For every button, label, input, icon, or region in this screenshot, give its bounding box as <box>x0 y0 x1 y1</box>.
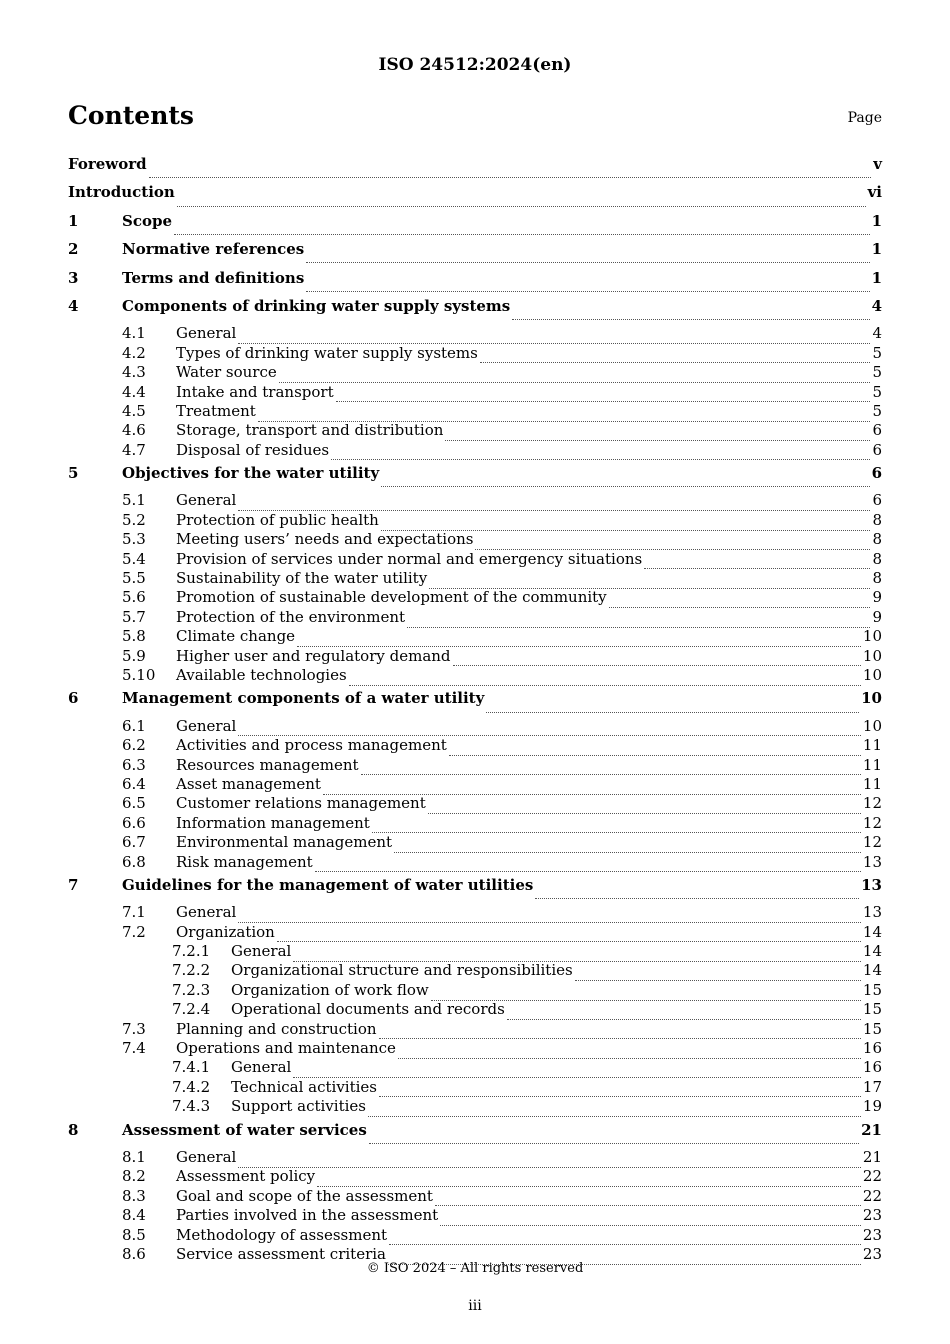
toc-entry-number: 7.2.3 <box>172 980 211 999</box>
toc-entry-page: 14 <box>862 961 882 980</box>
toc-entry-title: Management components of a water utility <box>122 689 485 708</box>
toc-entry-title: Information management <box>176 813 370 832</box>
dot-leader <box>369 1132 859 1144</box>
toc-entry-title: Parties involved in the assessment <box>176 1206 439 1225</box>
dot-leader <box>368 1105 861 1117</box>
toc-entry-title: Guidelines for the management of water utilities <box>122 875 534 894</box>
toc-entry[interactable] <box>68 736 882 755</box>
toc-entry-page: 5 <box>872 382 882 401</box>
toc-entry-title: Meeting users’ needs and expectations <box>176 530 474 549</box>
dot-leader <box>349 674 861 686</box>
toc-entry-number: 5.1 <box>122 491 146 510</box>
toc-entry[interactable] <box>68 775 882 794</box>
toc-entry-page: 14 <box>862 922 882 941</box>
toc-entry[interactable] <box>68 923 882 942</box>
dot-leader <box>440 1214 861 1226</box>
toc-entry-number: 7.1 <box>122 903 146 922</box>
toc-entry-title: Organizational structure and responsibilities <box>231 961 573 980</box>
toc-entry-title: General <box>176 716 237 735</box>
toc-entry[interactable] <box>68 569 882 588</box>
toc-entry-title: Assessment of water services <box>122 1120 367 1139</box>
toc-entry-page: 10 <box>862 665 882 684</box>
toc-entry-title: Sustainability of the water utility <box>176 569 428 588</box>
dot-leader <box>315 860 861 872</box>
toc-entry-number: 4.3 <box>122 363 146 382</box>
toc-entry-number: 6.7 <box>122 833 146 852</box>
toc-entry[interactable] <box>68 1039 882 1058</box>
toc-entry-title: Provision of services under normal and emergency situations <box>176 549 643 568</box>
toc-entry-number: 5.10 <box>122 665 156 684</box>
toc-entry-title: General <box>176 324 237 343</box>
toc-entry-page: 15 <box>862 980 882 999</box>
toc-entry-number: 6.1 <box>122 716 146 735</box>
toc-entry-page: 13 <box>862 903 882 922</box>
toc-entry-page: 8 <box>872 510 882 529</box>
toc-entry-number: 8.6 <box>122 1244 146 1263</box>
toc-entry-title: Terms and definitions <box>122 268 305 287</box>
toc-entry-title: General <box>176 1147 237 1166</box>
toc-entry-title: Protection of the environment <box>176 607 406 626</box>
dot-leader <box>429 577 870 589</box>
toc-entry-page: 1 <box>871 268 882 287</box>
toc-entry-page: 21 <box>861 1120 882 1139</box>
toc-entry[interactable] <box>68 1000 882 1019</box>
toc-entry-title: General <box>231 942 292 961</box>
toc-entry[interactable] <box>68 608 882 627</box>
toc-entry-page: 5 <box>872 401 882 420</box>
toc-entry-number: 7.2 <box>122 922 146 941</box>
dot-leader <box>336 390 871 402</box>
toc-entry[interactable] <box>68 182 882 210</box>
dot-leader <box>323 783 861 795</box>
toc-entry-page: 23 <box>862 1244 882 1263</box>
toc-entry[interactable] <box>68 550 882 569</box>
toc-entry-title: Protection of public health <box>176 510 379 529</box>
toc-entry[interactable] <box>68 1078 882 1097</box>
toc-entry-title: Introduction <box>68 183 175 202</box>
toc-entry-title: General <box>231 1058 292 1077</box>
toc-entry[interactable] <box>68 981 882 1000</box>
toc-entry[interactable] <box>68 1187 882 1206</box>
toc-entry[interactable] <box>68 647 882 666</box>
toc-entry-title: Water source <box>176 363 277 382</box>
dot-leader <box>331 448 870 460</box>
toc-entry[interactable] <box>68 1206 882 1225</box>
toc-entry-number: 5.7 <box>122 607 146 626</box>
toc-entry[interactable] <box>68 853 882 872</box>
contents-title: Contents <box>68 101 195 130</box>
toc-entry[interactable] <box>68 717 882 736</box>
toc-entry-page: 11 <box>862 774 882 793</box>
toc-entry-number: 7.4.1 <box>172 1058 211 1077</box>
dot-leader <box>453 654 861 666</box>
dot-leader <box>372 821 861 833</box>
toc-entry-title: Intake and transport <box>176 382 334 401</box>
toc-entry-title: Storage, transport and distribution <box>176 421 444 440</box>
toc-entry-title: Promotion of sustainable development of the community <box>176 588 607 607</box>
toc-entry[interactable] <box>68 688 882 716</box>
toc-entry-page: 6 <box>872 421 882 440</box>
toc-entry-page: 22 <box>862 1167 882 1186</box>
toc-entry-page: 9 <box>872 588 882 607</box>
toc-entry-page: 10 <box>862 646 882 665</box>
toc-entry-number: 7 <box>68 875 79 894</box>
dot-leader <box>238 911 861 923</box>
toc-entry-number: 6.6 <box>122 813 146 832</box>
toc-entry[interactable] <box>68 511 882 530</box>
toc-entry[interactable] <box>68 363 882 382</box>
toc-entry-number: 5.3 <box>122 530 146 549</box>
toc-entry-page: 6 <box>871 464 882 483</box>
toc-entry[interactable] <box>68 627 882 646</box>
toc-entry-page: 12 <box>862 833 882 852</box>
dot-leader <box>293 950 861 962</box>
toc-entry-number: 2 <box>68 240 79 259</box>
toc-entry[interactable] <box>68 383 882 402</box>
toc-entry-number: 6 <box>68 689 79 708</box>
toc-entry-page: 15 <box>862 1019 882 1038</box>
toc-entry-title: Technical activities <box>231 1077 377 1096</box>
toc-entry-page: 23 <box>862 1206 882 1225</box>
toc-entry-number: 5.6 <box>122 588 146 607</box>
toc-entry-page: 23 <box>862 1225 882 1244</box>
toc-entry[interactable] <box>68 324 882 343</box>
dot-leader <box>428 802 861 814</box>
toc-entry-number: 6.8 <box>122 852 146 871</box>
document-id: ISO 24512:2024(en) <box>378 55 572 75</box>
toc-entry-number: 5.4 <box>122 549 146 568</box>
toc-entry[interactable] <box>68 211 882 239</box>
toc-entry[interactable] <box>68 961 882 980</box>
toc-entry-page: 19 <box>862 1097 882 1116</box>
toc-entry-number: 6.4 <box>122 774 146 793</box>
dot-leader <box>297 635 861 647</box>
toc-entry-title: Components of drinking water supply systems <box>122 296 511 315</box>
toc-entry-number: 7.2.1 <box>172 942 211 961</box>
dot-leader <box>177 195 866 207</box>
dot-leader <box>238 724 861 736</box>
dot-leader <box>149 166 872 178</box>
dot-leader <box>381 475 869 487</box>
toc-entry-page: 8 <box>872 569 882 588</box>
dot-leader <box>507 1008 861 1020</box>
toc-entry-page: 12 <box>862 813 882 832</box>
toc-entry-number: 6.2 <box>122 736 146 755</box>
dot-leader <box>238 499 870 511</box>
toc-entry-number: 4.7 <box>122 440 146 459</box>
copyright-notice: © ISO 2024 – All rights reserved <box>366 1261 584 1276</box>
toc-entry-title: Disposal of residues <box>176 440 330 459</box>
toc-entry-number: 8.2 <box>122 1167 146 1186</box>
dot-leader <box>306 251 869 263</box>
toc-entry-number: 8.3 <box>122 1186 146 1205</box>
dot-leader <box>407 616 870 628</box>
toc-entry-title: Organization <box>176 922 275 941</box>
toc-entry[interactable] <box>68 402 882 421</box>
toc-entry-page: 6 <box>872 440 882 459</box>
toc-entry[interactable] <box>68 530 882 549</box>
toc-entry[interactable] <box>68 666 882 685</box>
toc-entry-page: 8 <box>872 549 882 568</box>
toc-entry[interactable] <box>68 296 882 324</box>
toc-entry-number: 5.5 <box>122 569 146 588</box>
dot-leader <box>644 557 870 569</box>
toc-entry-number: 7.2.4 <box>172 1000 211 1019</box>
toc-entry-title: Asset management <box>176 774 321 793</box>
toc-entry[interactable] <box>68 1097 882 1116</box>
toc-entry-title: Environmental management <box>176 833 393 852</box>
toc-entry-page: 5 <box>872 363 882 382</box>
toc-entry[interactable] <box>68 441 882 460</box>
toc-entry-title: Climate change <box>176 627 296 646</box>
toc-entry-number: 4 <box>68 296 79 315</box>
dot-leader <box>609 596 871 608</box>
dot-leader <box>535 887 859 899</box>
dot-leader <box>480 351 871 363</box>
toc-entry-title: Customer relations management <box>176 794 426 813</box>
toc-entry-number: 8.4 <box>122 1206 146 1225</box>
toc-entry-number: 7.3 <box>122 1019 146 1038</box>
dot-leader <box>238 332 870 344</box>
dot-leader <box>279 371 871 383</box>
toc-entry-page: 22 <box>862 1186 882 1205</box>
toc-entry-number: 5.9 <box>122 646 146 665</box>
toc-entry-number: 6.5 <box>122 794 146 813</box>
toc-entry-page: 1 <box>871 211 882 230</box>
toc-entry-title: Higher user and regulatory demand <box>176 646 451 665</box>
toc-entry-page: 14 <box>862 942 882 961</box>
toc-entry-title: General <box>176 903 237 922</box>
toc-entry-page: 15 <box>862 1000 882 1019</box>
toc-entry-page: 9 <box>872 607 882 626</box>
dot-leader <box>293 1066 861 1078</box>
toc-entry-number: 5 <box>68 464 79 483</box>
dot-leader <box>174 223 870 235</box>
toc-entry-page: 6 <box>872 491 882 510</box>
dot-leader <box>394 841 861 853</box>
toc-entry-page: 10 <box>862 716 882 735</box>
toc-entry[interactable] <box>68 833 882 852</box>
toc-entry[interactable] <box>68 491 882 510</box>
toc-entry-page: 10 <box>862 627 882 646</box>
toc-entry-title: Service assessment criteria <box>176 1244 386 1263</box>
toc-entry[interactable] <box>68 814 882 833</box>
toc-entry[interactable] <box>68 154 882 182</box>
dot-leader <box>306 280 869 292</box>
toc-entry-number: 5.2 <box>122 510 146 529</box>
table-of-contents <box>68 154 882 1264</box>
toc-entry-title: Methodology of assessment <box>176 1225 388 1244</box>
toc-entry-page: 21 <box>862 1147 882 1166</box>
toc-entry-page: 16 <box>862 1039 882 1058</box>
page-number: iii <box>468 1298 482 1314</box>
toc-entry[interactable] <box>68 344 882 363</box>
toc-entry-page: 16 <box>862 1058 882 1077</box>
toc-entry[interactable] <box>68 875 882 903</box>
toc-entry[interactable] <box>68 794 882 813</box>
toc-entry[interactable] <box>68 421 882 440</box>
toc-entry[interactable] <box>68 903 882 922</box>
toc-entry-title: Operational documents and records <box>231 1000 505 1019</box>
toc-entry-page: 4 <box>871 296 882 315</box>
toc-entry[interactable] <box>68 588 882 607</box>
toc-entry-number: 1 <box>68 211 79 230</box>
toc-entry-number: 7.4.3 <box>172 1097 211 1116</box>
toc-entry-number: 4.1 <box>122 324 146 343</box>
toc-entry-title: Treatment <box>176 401 256 420</box>
dot-leader <box>277 930 861 942</box>
dot-leader <box>238 1156 861 1168</box>
toc-entry-page: 10 <box>861 689 882 708</box>
toc-entry-title: Activities and process management <box>176 736 447 755</box>
toc-entry[interactable] <box>68 239 882 267</box>
toc-entry-number: 4.5 <box>122 401 146 420</box>
toc-entry-page: 13 <box>861 875 882 894</box>
toc-entry-number: 8.1 <box>122 1147 146 1166</box>
toc-entry[interactable] <box>68 1167 882 1186</box>
page-column-label: Page <box>847 110 882 126</box>
toc-entry-title: Objectives for the water utility <box>122 464 380 483</box>
toc-entry-page: 12 <box>862 794 882 813</box>
dot-leader <box>379 1027 861 1039</box>
toc-entry-page: vi <box>867 183 882 202</box>
toc-entry-title: General <box>176 491 237 510</box>
toc-entry-title: Scope <box>122 211 173 230</box>
dot-leader <box>381 519 871 531</box>
dot-leader <box>435 1194 861 1206</box>
toc-entry-title: Planning and construction <box>176 1019 377 1038</box>
dot-leader <box>475 538 870 550</box>
dot-leader <box>486 701 859 713</box>
toc-entry-number: 4.4 <box>122 382 146 401</box>
dot-leader <box>317 1175 861 1187</box>
toc-entry-page: v <box>873 155 882 173</box>
toc-entry-page: 8 <box>872 530 882 549</box>
toc-entry-number: 4.2 <box>122 343 146 362</box>
toc-entry-number: 3 <box>68 268 79 287</box>
toc-entry-page: 13 <box>862 852 882 871</box>
toc-entry[interactable] <box>68 268 882 296</box>
toc-entry[interactable] <box>68 942 882 961</box>
dot-leader <box>379 1085 861 1097</box>
dot-leader <box>258 410 871 422</box>
toc-entry-title: Resources management <box>176 755 359 774</box>
toc-entry-number: 7.4 <box>122 1039 146 1058</box>
toc-entry[interactable] <box>68 1148 882 1167</box>
toc-entry-page: 5 <box>872 343 882 362</box>
toc-entry-title: Operations and maintenance <box>176 1039 396 1058</box>
dot-leader <box>361 763 861 775</box>
dot-leader <box>449 744 861 756</box>
toc-entry-number: 7.2.2 <box>172 961 211 980</box>
toc-entry[interactable] <box>68 1020 882 1039</box>
toc-entry[interactable] <box>68 1226 882 1245</box>
toc-entry-page: 11 <box>862 736 882 755</box>
toc-entry-page: 17 <box>862 1077 882 1096</box>
toc-entry-number: 6.3 <box>122 755 146 774</box>
toc-entry-page: 11 <box>862 755 882 774</box>
toc-entry[interactable] <box>68 1058 882 1077</box>
dot-leader <box>389 1233 861 1245</box>
toc-entry-number: 4.6 <box>122 421 146 440</box>
toc-entry-title: Types of drinking water supply systems <box>176 343 478 362</box>
toc-entry-number: 7.4.2 <box>172 1077 211 1096</box>
toc-entry-page: 1 <box>871 240 882 259</box>
toc-entry-number: 8 <box>68 1120 79 1139</box>
toc-entry-title: Support activities <box>231 1097 366 1116</box>
toc-entry[interactable] <box>68 756 882 775</box>
toc-entry[interactable] <box>68 1120 882 1148</box>
toc-entry[interactable] <box>68 463 882 491</box>
dot-leader <box>445 429 870 441</box>
toc-entry-title: Goal and scope of the assessment <box>176 1186 433 1205</box>
toc-entry-number: 5.8 <box>122 627 146 646</box>
toc-entry-title: Organization of work flow <box>231 980 429 999</box>
dot-leader <box>398 1047 861 1059</box>
dot-leader <box>512 308 869 320</box>
toc-entry-title: Assessment policy <box>176 1167 316 1186</box>
dot-leader <box>575 969 861 981</box>
toc-entry-title: Available technologies <box>176 665 347 684</box>
toc-entry-page: 4 <box>872 324 882 343</box>
toc-entry-title: Risk management <box>176 852 313 871</box>
toc-entry-title: Foreword <box>68 155 147 173</box>
toc-entry-number: 8.5 <box>122 1225 146 1244</box>
dot-leader <box>431 989 861 1001</box>
toc-entry-title: Normative references <box>122 240 305 259</box>
